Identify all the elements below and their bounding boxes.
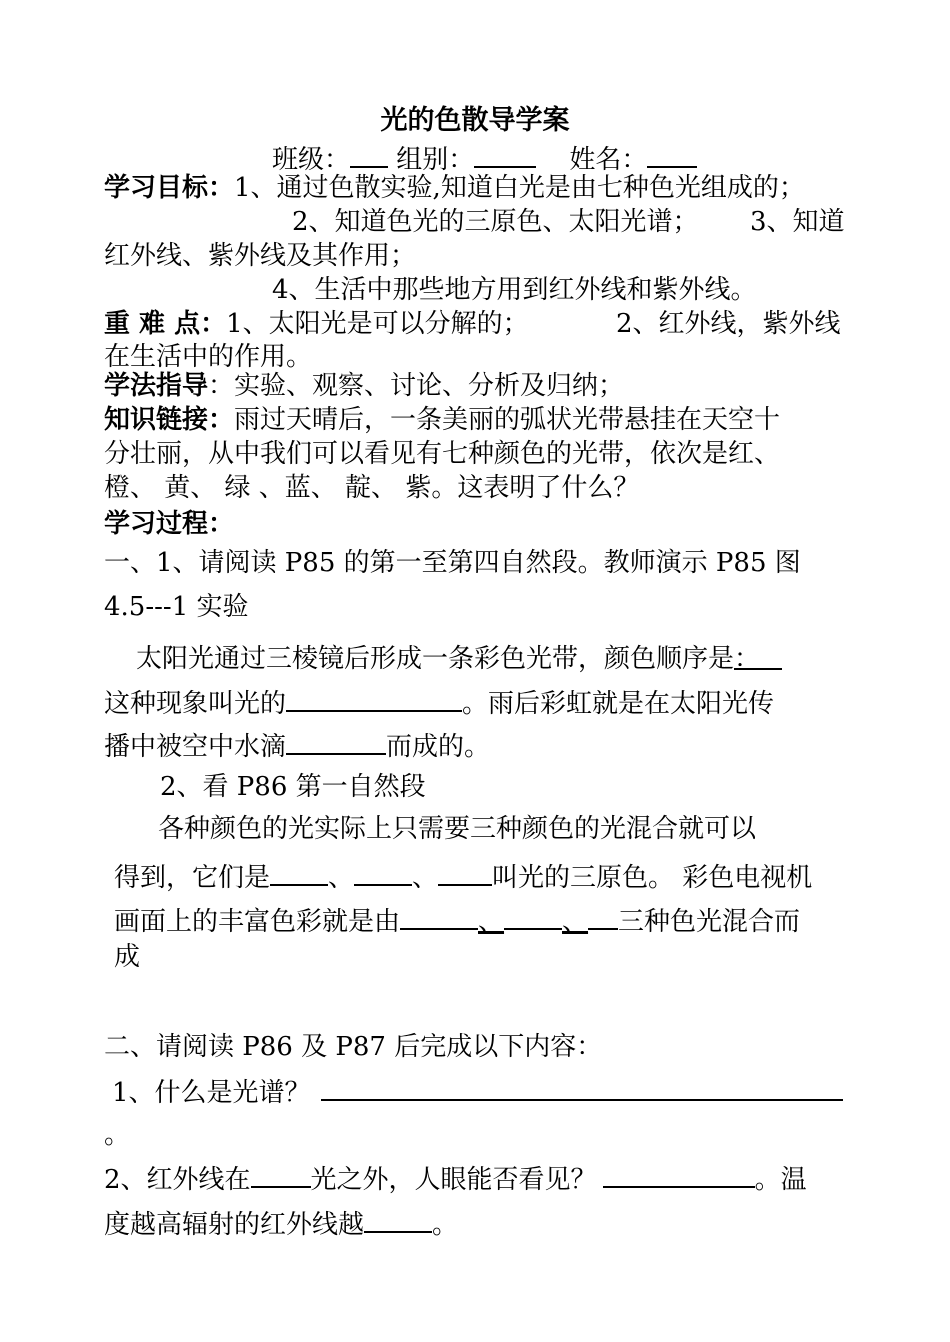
primary-color-3-field[interactable] [438, 858, 492, 886]
knowledge-text-2: 分壮丽，从中我们可以看见有七种颜色的光带，依次是红、 [104, 439, 781, 469]
section1-item2-text-2a: 得到，它们是 [114, 863, 271, 893]
name-field[interactable] [647, 140, 697, 168]
section2-q2-text-l2b: 。 [432, 1210, 459, 1240]
class-field[interactable] [350, 140, 388, 168]
section1-item2 [160, 770, 426, 804]
knowledge-line1 [104, 403, 780, 437]
key-point-2-end: 在生活中的作用。 [104, 342, 313, 372]
primary-color-1-field[interactable] [270, 858, 328, 886]
objective-4: 4、生活中那些地方用到红外线和紫外线。 [272, 275, 757, 305]
section2-q2-text-a: 2、红外线在 [104, 1165, 251, 1195]
tv-color-2-field[interactable] [504, 902, 562, 930]
key-point-1: 1、太阳光是可以分解的； [226, 309, 529, 339]
objectives-line4 [272, 273, 757, 307]
section1-line4 [104, 684, 774, 721]
objectives-line2 [292, 205, 699, 239]
section1-text-4a: 这种现象叫光的 [104, 689, 287, 719]
objectives-label: 学习目标： [104, 173, 235, 203]
section2-q1-text: 1、什么是光谱？ [112, 1078, 311, 1108]
key-points-line1b [616, 307, 841, 341]
section1-text-4b: 。雨后彩虹就是在太阳光传 [462, 689, 775, 719]
section1-item2-text-3a: 画面上的丰富色彩就是由 [114, 907, 401, 937]
knowledge-line3 [104, 471, 639, 505]
section2-intro [104, 1030, 602, 1064]
section1-line1 [104, 546, 801, 580]
separator: 、 [412, 863, 439, 893]
section1-line2 [104, 590, 249, 624]
objective-3-end: 红外线、紫外线及其作用； [104, 241, 417, 271]
colon-text: ： [734, 644, 761, 674]
knowledge-line2 [104, 437, 780, 471]
section1-item2-title: 2、看 P86 第一自然段 [160, 772, 426, 802]
knowledge-text-3: 橙、 黄、 绿 、蓝、 靛、 紫。这表明了什么？ [104, 473, 640, 503]
tv-color-1-field[interactable] [400, 902, 478, 930]
key-points-label: 重 难 点： [104, 309, 227, 339]
objectives-line2b [750, 205, 845, 239]
rainbow-field[interactable] [286, 727, 386, 755]
knowledge-text-1: 雨过天晴后，一条美丽的弧状光带悬挂在天空十 [234, 405, 781, 435]
section1-text-5a: 播中被空中水滴 [104, 732, 287, 762]
section2-intro-text: 二、请阅读 P86 及 P87 后完成以下内容： [104, 1032, 603, 1062]
section2-q2-text-l2a: 度越高辐射的红外线越 [104, 1210, 365, 1240]
section1-item2-text-2b: 叫光的三原色。 彩色电视机 [492, 863, 813, 893]
method-label: 学法指导 [104, 371, 209, 401]
spectrum-answer-field[interactable] [321, 1073, 843, 1101]
section2-q1-end [104, 1118, 130, 1152]
section2-q1-end-text: 。 [104, 1120, 131, 1150]
group-label: 组别： [396, 145, 475, 175]
group-field[interactable] [474, 140, 536, 168]
section1-text-5b: 而成的。 [386, 732, 491, 762]
section1-item2-text-4: 成 [114, 942, 141, 972]
color-order-field[interactable] [734, 642, 782, 674]
section1-item2-text-1: 各种颜色的光实际上只需要三种颜色的光混合就可以 [158, 814, 757, 844]
process-label: 学习过程： [104, 509, 235, 539]
section2-q2-text-b: 光之外，人眼能否看见？ [310, 1165, 597, 1195]
objectives-line1 [104, 171, 805, 205]
infrared-position-field[interactable] [251, 1160, 311, 1188]
method-line [104, 369, 624, 403]
key-points-line1 [104, 307, 529, 341]
section1-line3 [136, 642, 782, 676]
section2-q2-text-c: 。温 [754, 1165, 807, 1195]
section1-item2-line3 [114, 902, 800, 939]
objective-1: 1、通过色散实验,知道白光是由七种色光组成的； [234, 173, 805, 203]
section2-q2-line2 [104, 1205, 458, 1242]
section1-text-3: 太阳光通过三棱镜后形成一条彩色光带，颜色顺序是 [136, 644, 735, 674]
separator: 、 [562, 907, 589, 937]
section2-q2 [104, 1160, 807, 1197]
section1-text-2: 4.5---1 实验 [104, 592, 249, 622]
separator: 、 [328, 863, 355, 893]
separator: 、 [478, 907, 505, 937]
objectives-line3 [104, 239, 416, 273]
objective-3-start: 3、知道 [750, 207, 845, 237]
dispersion-field[interactable] [286, 684, 462, 712]
visible-answer-field[interactable] [603, 1160, 755, 1188]
section1-item2-text-3b: 三种色光混合而 [618, 907, 801, 937]
section1-item2-line4 [114, 940, 140, 974]
page-title: 光的色散导学案 [380, 105, 570, 136]
class-label: 班级： [272, 145, 351, 175]
section1-item2-line1 [158, 812, 756, 846]
process-heading [104, 507, 234, 541]
section1-item2-line2 [114, 858, 812, 895]
key-point-2-start: 2、红外线，紫外线 [616, 309, 841, 339]
section1-text-1: 一、1、请阅读 P85 的第一至第四自然段。教师演示 P85 图 [104, 548, 801, 578]
infrared-amount-field[interactable] [364, 1205, 432, 1233]
method-text: ：实验、观察、讨论、分析及归纳； [208, 371, 625, 401]
section1-line5 [104, 727, 490, 764]
objective-2: 2、知道色光的三原色、太阳光谱； [292, 207, 699, 237]
primary-color-2-field[interactable] [354, 858, 412, 886]
section2-q1 [112, 1073, 843, 1110]
tv-color-3-field[interactable] [588, 902, 618, 930]
knowledge-label: 知识链接： [104, 405, 235, 435]
name-label: 姓名： [569, 145, 648, 175]
